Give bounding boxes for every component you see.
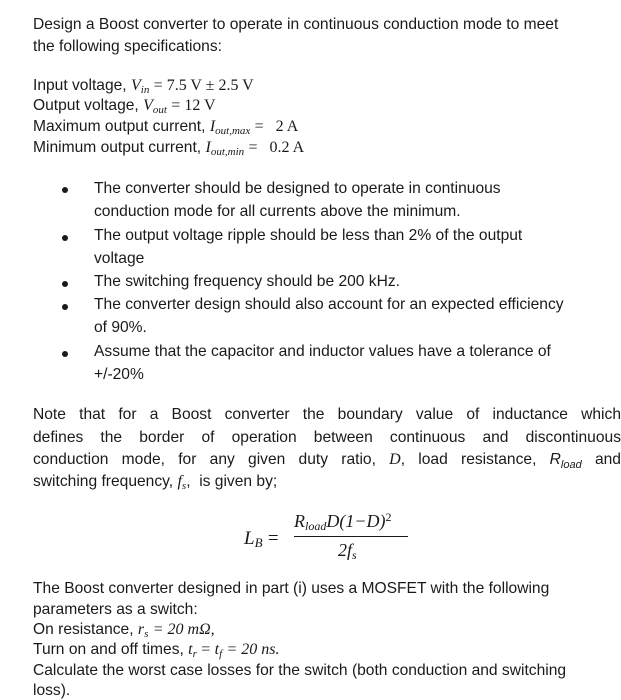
- bullet-1-line-1: The converter should be designed to operate in continuous: [94, 180, 501, 197]
- note-line-1: Note that for a Boost converter the boundary value of inductance which: [33, 406, 621, 423]
- formula-numerator: $R_{load}D(1-D)^2$: [294, 510, 392, 534]
- fraction-bar: [294, 536, 408, 537]
- spec-input-voltage: Input voltage, $V_{in} = 7.5$ V ± 2.5 V: [33, 77, 254, 96]
- bullet-5-line-2: +/-20%: [94, 366, 144, 383]
- part2-line-2: parameters as a switch:: [33, 601, 198, 618]
- part2-line-6: loss).: [33, 682, 71, 699]
- bullet-dot: [62, 304, 68, 310]
- bullet-dot: [62, 235, 68, 241]
- part2-line-4: Turn on and off times, $t_r = t_f = 20$ ns.: [33, 641, 280, 660]
- note-line-3: conduction mode, for any given duty ratio, D, load resistance, $R_{load}$ and: [33, 451, 621, 472]
- part2-line-3: On resistance, $r_s = 20$ mΩ,: [33, 621, 215, 640]
- bullet-3-line-1: The switching frequency should be 200 kHz.: [94, 273, 400, 290]
- bullet-4-line-1: The converter design should also account for an expected efficiency: [94, 296, 564, 313]
- part2-line-1: The Boost converter designed in part (i) uses a MOSFET with the following: [33, 580, 550, 597]
- bullet-dot: [62, 351, 68, 357]
- note-line-2: defines the border of operation between continuous and discontinuous: [33, 429, 621, 446]
- spec-min-output-current: Minimum output current, $I_{out,min} = 0.2$ A: [33, 139, 305, 158]
- formula-lhs: $L_B$ =: [244, 528, 279, 550]
- note-line-4: switching frequency, $f_s$, is given by;: [33, 473, 278, 492]
- bullet-dot: [62, 281, 68, 287]
- bullet-2-line-1: The output voltage ripple should be less than 2% of the output: [94, 227, 523, 244]
- bullet-5-line-1: Assume that the capacitor and inductor values have a tolerance of: [94, 343, 551, 360]
- spec-output-voltage: Output voltage, $V_{out} = 12$ V: [33, 97, 216, 116]
- bullet-dot: [62, 187, 68, 193]
- bullet-2-line-2: voltage: [94, 250, 145, 267]
- intro-line-2: the following specifications:: [33, 38, 222, 55]
- bullet-1-line-2: conduction mode for all currents above the minimum.: [94, 203, 461, 220]
- spec-max-output-current: Maximum output current, $I_{out,max} = 2$ A: [33, 118, 299, 137]
- formula-denominator: $2f_s$: [338, 540, 357, 562]
- part2-line-5: Calculate the worst case losses for the switch (both conduction and switching: [33, 662, 567, 679]
- bullet-4-line-2: of 90%.: [94, 319, 147, 336]
- intro-line-1: Design a Boost converter to operate in continuous conduction mode to meet: [33, 16, 559, 33]
